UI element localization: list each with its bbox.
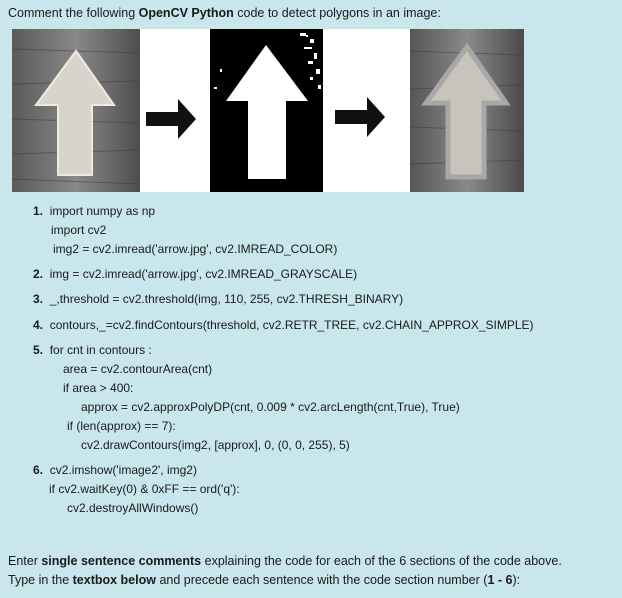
- instruction-line-2: Type in the textbox below and precede each sentence with the code section number (1 - 6):: [8, 573, 521, 587]
- code-section-5: 5. for cnt in contours :: [33, 343, 152, 357]
- original-image: [12, 29, 140, 192]
- code-section-6: 6. cv2.imshow('image2', img2): [33, 463, 197, 477]
- code-line: cv2.drawContours(img2, [approx], 0, (0, 0, 255), 5): [81, 438, 350, 452]
- code-line: area = cv2.contourArea(cnt): [63, 362, 213, 376]
- arrow-right-icon: [140, 29, 210, 192]
- code-line: import cv2: [51, 223, 107, 237]
- question-prompt: Comment the following OpenCV Python code to detect polygons in an image:: [8, 6, 441, 20]
- image-sequence: [12, 29, 524, 192]
- code-line: if area > 400:: [63, 381, 134, 395]
- prompt-bold: OpenCV Python: [138, 6, 234, 20]
- contour-result-image: [410, 29, 524, 192]
- threshold-image: [210, 29, 323, 192]
- instructions: [8, 552, 562, 590]
- instruction-line-1: Enter single sentence comments explaining the code for each of the 6 sections of the code above.: [8, 554, 562, 568]
- arrow-right-icon: [323, 29, 410, 192]
- code-line: if (len(approx) == 7):: [67, 419, 176, 433]
- code-line: cv2.destroyAllWindows(): [67, 501, 199, 515]
- code-section-4: 4. contours,_=cv2.findContours(threshold, cv2.RETR_TREE, cv2.CHAIN_APPROX_SIMPLE): [33, 318, 534, 332]
- code-section-3: 3. _,threshold = cv2.threshold(img, 110, 255, cv2.THRESH_BINARY): [33, 292, 404, 306]
- code-section-1: 1. import numpy as np: [33, 204, 156, 218]
- code-line: approx = cv2.approxPolyDP(cnt, 0.009 * cv2.arcLength(cnt,True), True): [81, 400, 460, 414]
- code-line: img2 = cv2.imread('arrow.jpg', cv2.IMREAD_COLOR): [53, 242, 338, 256]
- code-section-2: 2. img = cv2.imread('arrow.jpg', cv2.IMREAD_GRAYSCALE): [33, 267, 358, 281]
- code-line: if cv2.waitKey(0) & 0xFF == ord('q'):: [49, 482, 240, 496]
